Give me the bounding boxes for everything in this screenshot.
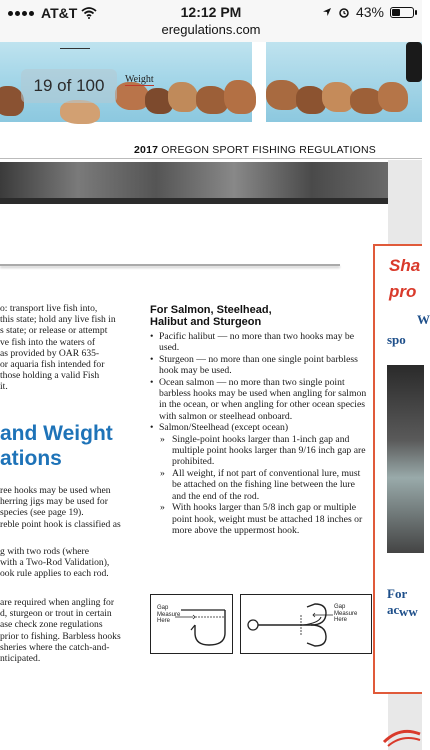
sub-bullet-hook-size: » Single-point hooks larger than 1-inch gap and multiple point hooks larger than 9/16 inch gap are prohibited. <box>150 434 370 468</box>
carrier-name: AT&T <box>41 5 78 21</box>
gap-label: Gap Measure Here <box>157 605 181 624</box>
clock: 12:12 PM <box>180 4 242 20</box>
left-column-line: those holding a valid Fish <box>0 370 100 382</box>
section-heading-line: ations <box>0 447 62 470</box>
section-divider <box>0 264 340 266</box>
treble-hook-diagram <box>240 594 372 654</box>
section-heading-line: and Weight <box>0 422 113 445</box>
ad-footer-line: For ac <box>387 586 407 617</box>
regulation-bullets <box>150 331 370 536</box>
regulation-year: 2017 <box>134 144 159 156</box>
left-column-line: nticipated. <box>0 653 41 664</box>
page-thumbnail-next[interactable] <box>266 42 422 122</box>
regulation-name: OREGON SPORT FISHING REGULATIONS <box>161 144 376 156</box>
left-column-line: species (see page 19). <box>0 507 84 519</box>
battery-icon <box>390 7 414 18</box>
location-icon <box>322 7 332 17</box>
battery-percent: 43% <box>355 4 384 20</box>
bullet-sturgeon: • Sturgeon — no more than one single point barbless hook may be used. <box>150 354 370 377</box>
bullet-salmon-steelhead: • Salmon/Steelhead (except ocean) <box>150 422 370 433</box>
angler-silhouette <box>406 42 422 82</box>
page-counter: 19 of 100 <box>21 69 117 103</box>
left-column-line: with a Two-Rod Validation), <box>0 557 110 569</box>
header-rule <box>0 158 422 159</box>
left-column-line: ase check zone regulations <box>0 619 103 631</box>
single-hook-diagram <box>150 594 233 654</box>
regulation-title <box>134 144 376 156</box>
left-column-line: or aquaria fish intended for <box>0 359 105 370</box>
left-column-line: ook rule applies to each rod. <box>0 568 109 580</box>
battery-fill <box>392 9 400 16</box>
ad-magazine-image <box>387 365 424 553</box>
left-column-line: sheries where the catch-and- <box>0 641 110 653</box>
ad-body-line: spo <box>387 332 406 347</box>
left-column-line: ve fish into the waters of <box>0 336 96 348</box>
ad-footer-line: ww <box>399 604 418 619</box>
gap-label: Gap Measure Here <box>334 604 358 623</box>
sub-bullet-weight: » All weight, if not part of conventional lure, must be attached on the fishing line between the lure and the end of the rod. <box>150 468 370 502</box>
page-viewer[interactable] <box>0 42 422 128</box>
left-column-line: s state; or release or attempt <box>0 325 108 337</box>
rock-graphic <box>60 100 100 124</box>
sidebar-ad[interactable] <box>373 244 430 694</box>
url-bar[interactable]: eregulations.com <box>0 22 422 42</box>
ad-headline-line: Sha <box>389 256 421 275</box>
left-column-line: this state; hold any live fish in <box>0 314 116 326</box>
left-column-line: reble point hook is classified as <box>0 518 121 530</box>
single-hook-icon <box>151 595 234 655</box>
rock-graphic <box>224 80 256 114</box>
rock-graphic <box>266 80 300 110</box>
left-column-line: d, sturgeon or trout in certain <box>0 608 112 620</box>
left-column-line: are required when angling for <box>0 597 115 608</box>
status-icons <box>322 4 414 20</box>
section-title-line: For Salmon, Steelhead, <box>150 304 272 316</box>
header-photo-band-edge <box>0 198 390 204</box>
header-photo-band <box>0 162 390 200</box>
left-column-line: it. <box>0 381 8 393</box>
left-column-line: ree hooks may be used when <box>0 485 111 496</box>
rock-graphic <box>168 82 198 112</box>
fishing-line-graphic <box>60 48 90 49</box>
ad-headline-line: pro <box>389 282 417 301</box>
bullet-ocean-salmon: • Ocean salmon — no more than two single point barbless hooks may be used when angling for salmon in the ocean, or when angling for other ocean species with salmon or steelhead onboard. <box>150 377 370 423</box>
fish-logo-icon <box>380 722 422 750</box>
section-title <box>150 305 272 328</box>
thumbnail-label: Weight <box>125 74 154 85</box>
ad-body-line: W <box>417 312 430 327</box>
bullet-halibut: • Pacific halibut — no more than two hooks may be used. <box>150 331 370 354</box>
left-column-line: o: transport live fish into, <box>0 303 98 314</box>
sub-bullet-weight-distance: » With hooks larger than 5/8 inch gap or multiple point hook, weight must be attached 18 inches or more above the uppermost hook. <box>150 502 370 536</box>
section-title-line: Halibut and Sturgeon <box>150 315 262 328</box>
left-column-line: g with two rods (where <box>0 546 89 557</box>
left-column-line: prior to fishing. Barbless hooks <box>0 630 121 642</box>
left-column-line: herring jigs may be used for <box>0 496 108 508</box>
page-thumbnail-current[interactable] <box>0 42 252 122</box>
rock-graphic <box>378 82 408 112</box>
left-column-line: as provided by OAR 635- <box>0 347 100 359</box>
alarm-icon <box>338 7 350 18</box>
rock-graphic <box>115 82 149 110</box>
